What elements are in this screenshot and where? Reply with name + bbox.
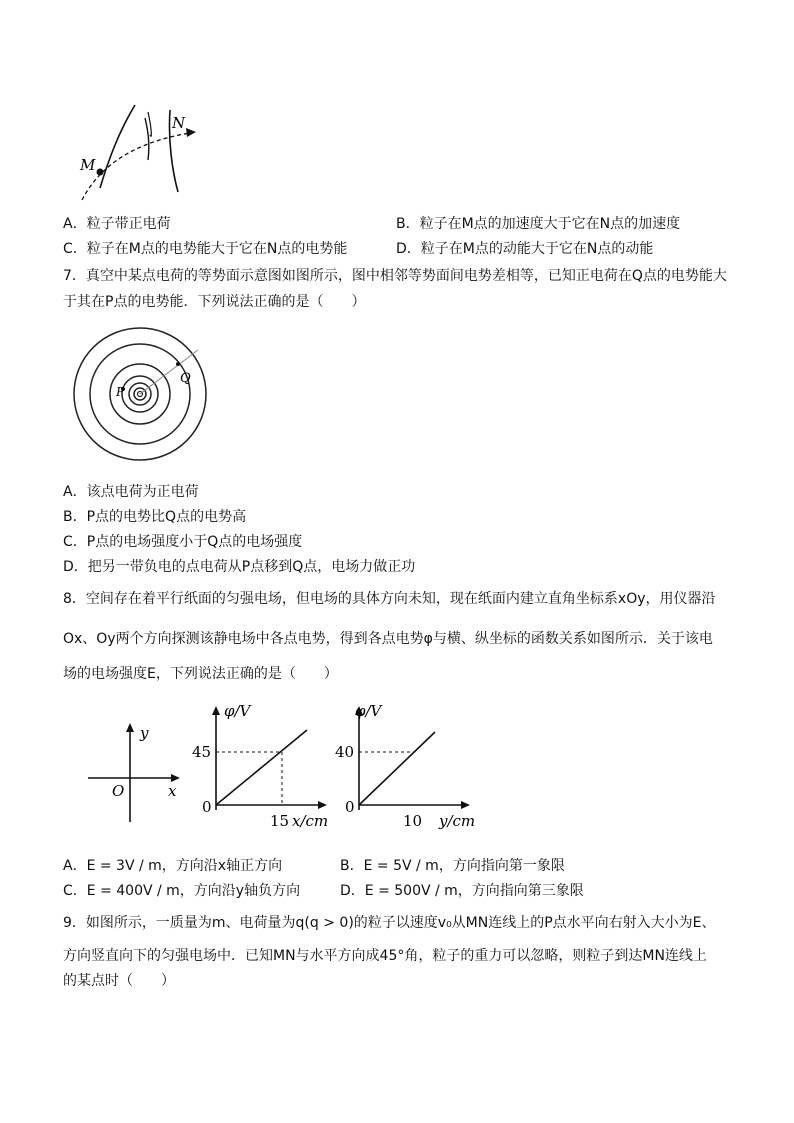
axis-label-x: x bbox=[168, 782, 177, 800]
point-M bbox=[97, 169, 104, 176]
q8-graph-x bbox=[192, 700, 342, 835]
q8-option-b: B．E = 5V / m，方向指向第一象限 bbox=[340, 858, 565, 874]
label-Q: Q bbox=[180, 371, 191, 386]
q6-option-b: B．粒子在M点的加速度大于它在N点的加速度 bbox=[396, 216, 681, 232]
q7-option-d: D．把另一带负电的点电荷从P点移到Q点，电场力做正功 bbox=[63, 559, 416, 575]
q6-option-a: A．粒子带正电荷 bbox=[63, 216, 171, 232]
q6-option-c: C．粒子在M点的电势能大于它在N点的电势能 bbox=[63, 241, 348, 257]
graph1-ylabel: φ/V bbox=[224, 702, 251, 720]
q7-option-c: C．P点的电场强度小于Q点的电场强度 bbox=[63, 534, 303, 550]
axis-label-origin: O bbox=[112, 782, 125, 800]
graph1-xlabel: x/cm bbox=[292, 812, 329, 830]
graph1-xvalue: 15 bbox=[270, 812, 290, 830]
q7-option-a: A．该点电荷为正电荷 bbox=[63, 484, 199, 500]
q8-option-a: A．E = 3V / m，方向沿x轴正方向 bbox=[63, 858, 283, 874]
graph2-yvalue: 40 bbox=[335, 743, 355, 761]
q8-option-d: D．E = 500V / m，方向指向第三象限 bbox=[340, 883, 584, 899]
q7-option-b: B．P点的电势比Q点的电势高 bbox=[63, 509, 247, 525]
label-M: M bbox=[80, 156, 96, 174]
q8-option-c: C．E = 400V / m，方向沿y轴负方向 bbox=[63, 883, 301, 899]
label-P: P bbox=[116, 385, 125, 399]
trajectory bbox=[82, 133, 190, 200]
q8-stem-line1: 8．空间存在着平行纸面的匀强电场，但电场的具体方向未知，现在纸面内建立直角坐标系xOy，用仪器沿 bbox=[63, 591, 716, 607]
label-N: N bbox=[172, 114, 186, 132]
field-line-1 bbox=[100, 105, 135, 188]
q9-stem-line1: 9．如图所示，一质量为m、电荷量为q(q > 0)的粒子以速度v₀从MN连线上的P点水平向右射入大小为E、 bbox=[63, 915, 716, 931]
graph1-yvalue: 45 bbox=[192, 743, 212, 761]
field-line-2 bbox=[145, 118, 149, 160]
q8-axes-figure bbox=[80, 718, 190, 828]
q8-stem-line2: Ox、Oy两个方向探测该静电场中各点电势，得到各点电势φ与横、纵坐标的函数关系如图所示．关于该电 bbox=[63, 631, 713, 647]
q7-stem-line2: 于其在P点的电势能．下列说法正确的是（ ） bbox=[63, 294, 366, 310]
graph2-ylabel: φ/V bbox=[355, 702, 382, 720]
graph2-xlabel: y/cm bbox=[439, 812, 476, 830]
q6-option-d: D．粒子在M点的动能大于它在N点的动能 bbox=[396, 241, 654, 257]
series-line bbox=[359, 732, 435, 805]
q8-graph-y bbox=[335, 700, 485, 835]
q9-stem-line3: 的某点时（ ） bbox=[63, 973, 175, 989]
graph1-origin: 0 bbox=[202, 798, 212, 816]
q7-stem-line1: 7．真空中某点电荷的等势面示意图如图所示，图中相邻等势面间电势差相等，已知正电荷在Q点的电势能大 bbox=[63, 268, 727, 284]
graph2-xvalue: 10 bbox=[403, 812, 423, 830]
q9-stem-line2: 方向竖直向下的匀强电场中．已知MN与水平方向成45°角，粒子的重力可以忽略，则粒子到达MN连线上 bbox=[63, 948, 707, 964]
q6-figure bbox=[60, 100, 210, 205]
point-Q bbox=[176, 362, 180, 366]
arrowhead bbox=[186, 128, 196, 137]
graph2-origin: 0 bbox=[345, 798, 355, 816]
series-line bbox=[216, 730, 307, 805]
axis-label-y: y bbox=[140, 724, 149, 742]
q7-equipotential-figure bbox=[70, 322, 215, 467]
q8-stem-line3: 场的电场强度E，下列说法正确的是（ ） bbox=[63, 666, 338, 682]
